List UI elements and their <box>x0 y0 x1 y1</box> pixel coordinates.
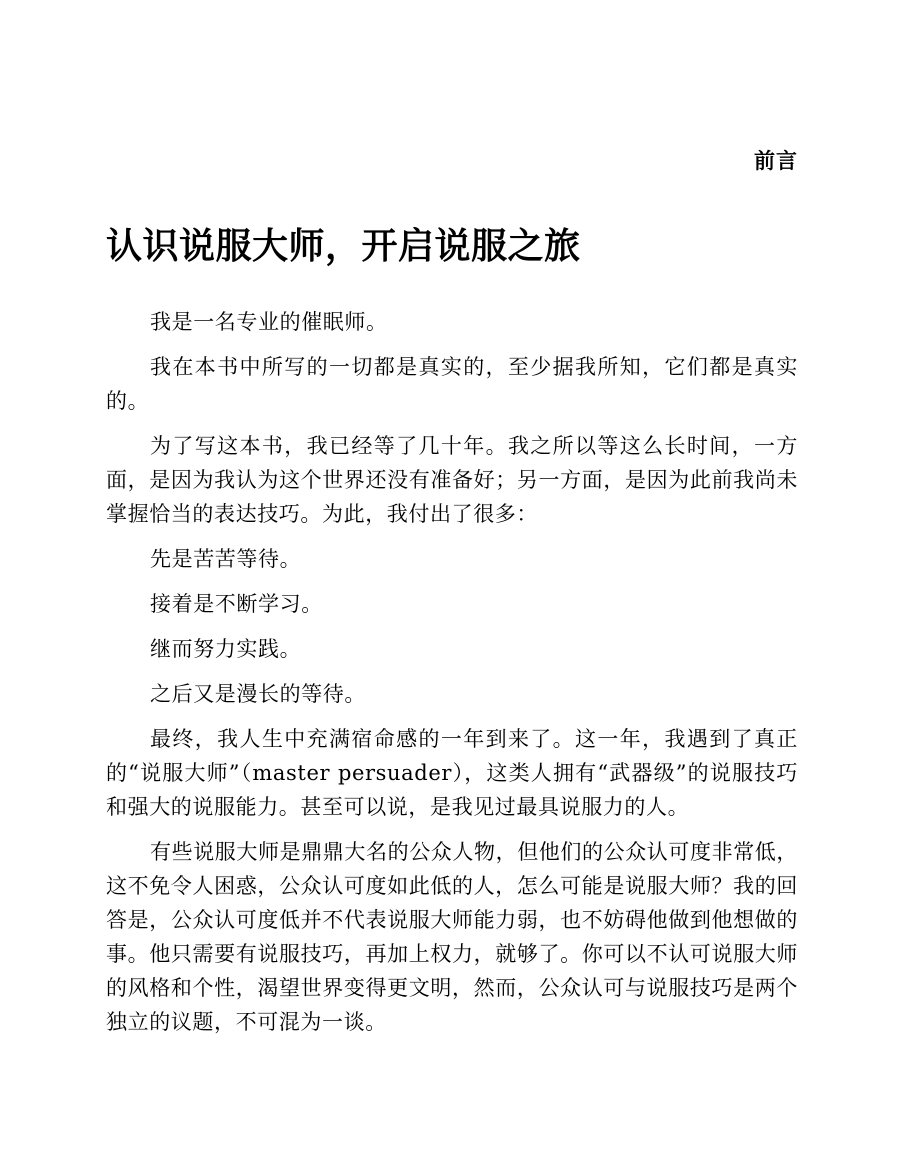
paragraph-8: 最终，我人生中充满宿命感的一年到来了。这一年，我遇到了真正的“说服大师”（master persuader），这类人拥有“武器级”的说服技巧和强大的说服能力。甚至可以说，是我见过最具说服力的人。 <box>106 727 798 819</box>
paragraph-9: 有些说服大师是鼎鼎大名的公众人物，但他们的公众认可度非常低，这不免令人困惑，公众认可度如此低的人，怎么可能是说服大师？我的回答是，公众认可度低并不代表说服大师能力弱，也不妨碍他做到他想做的事。他只需要有说服技巧，再加上权力，就够了。你可以不认可说服大师的风格和个性，渴望世界变得更文明，然而，公众认可与说服技巧是两个独立的议题，不可混为一谈。 <box>106 840 798 1034</box>
paragraph-1: 我是一名专业的催眠师。 <box>150 310 388 334</box>
paragraph-3: 为了写这本书，我已经等了几十年。我之所以等这么长时间，一方面，是因为我认为这个世界还没有准备好；另一方面，是因为此前我尚未掌握恰当的表达技巧。为此，我付出了很多： <box>106 434 798 526</box>
paragraph-7: 之后又是漫长的等待。 <box>150 682 366 706</box>
paragraph-2: 我在本书中所写的一切都是真实的，至少据我所知，它们都是真实的。 <box>106 355 798 413</box>
body-text <box>106 305 798 1050</box>
paragraph-6: 继而努力实践。 <box>150 637 302 661</box>
section-label: 前言 <box>754 149 798 173</box>
paragraph-5: 接着是不断学习。 <box>150 592 323 616</box>
paragraph-4: 先是苦苦等待。 <box>150 547 302 571</box>
chapter-title: 认识说服大师，开启说服之旅 <box>106 226 581 267</box>
